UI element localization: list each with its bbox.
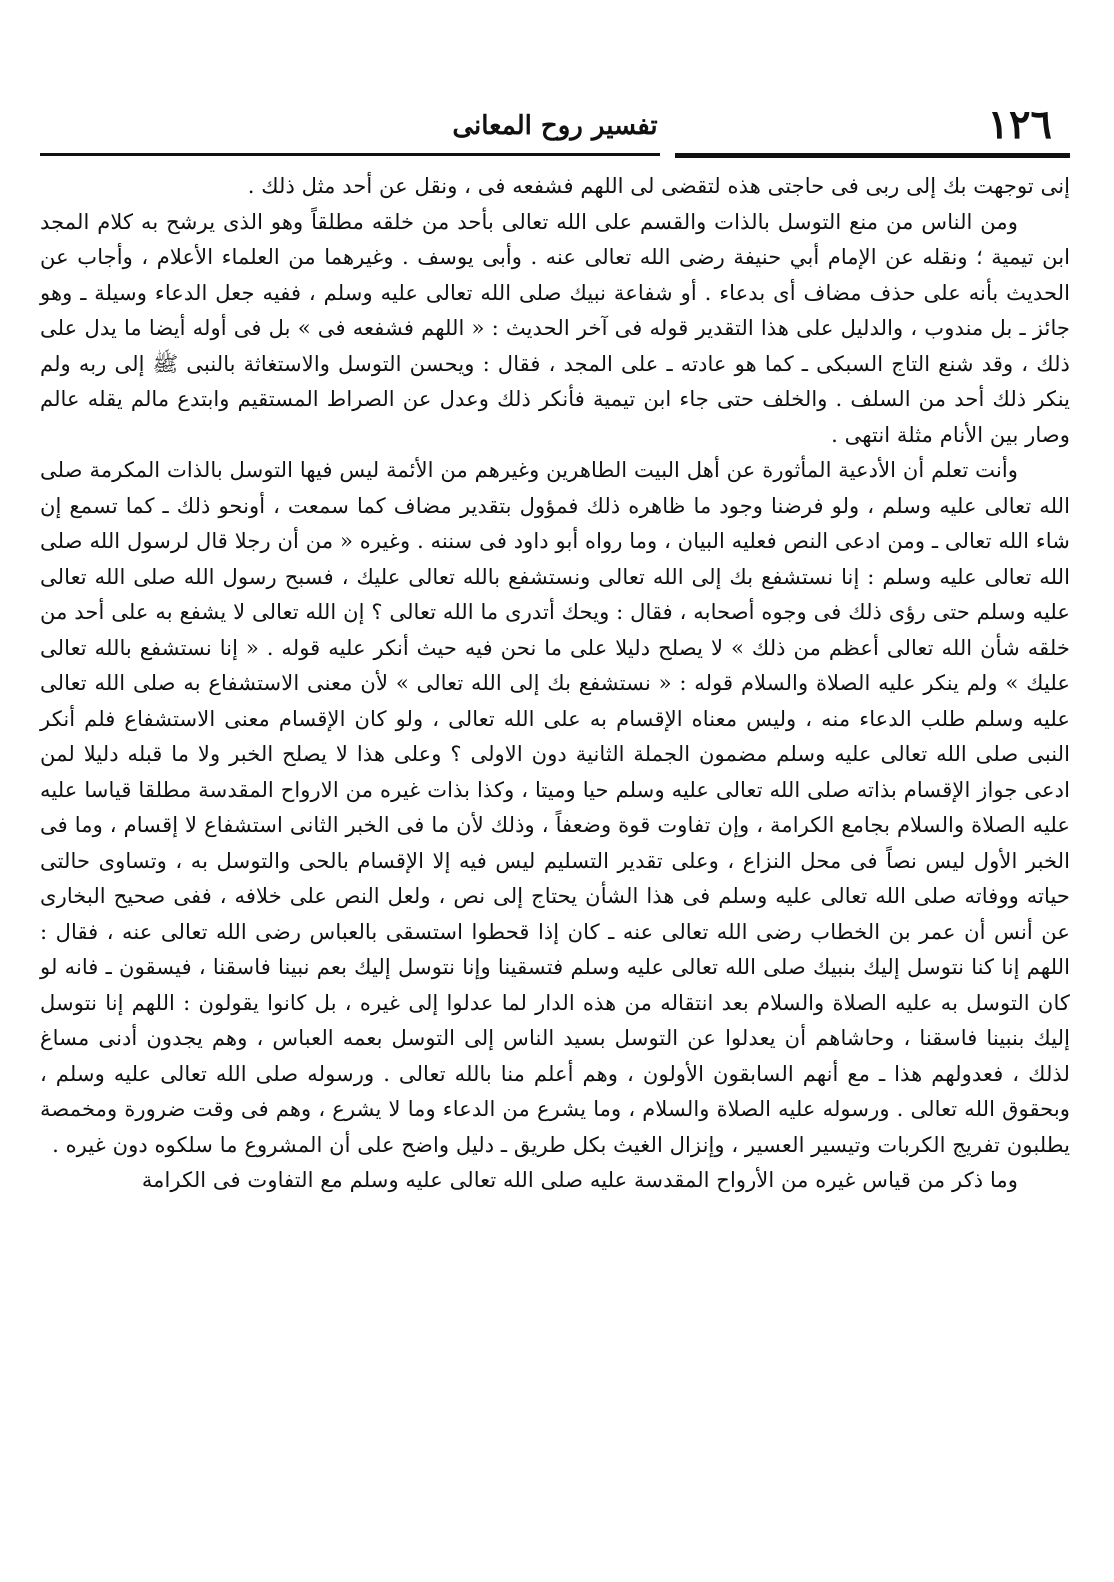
paragraph: ومن الناس من منع التوسل بالذات والقسم على الله تعالى بأحد من خلقه مطلقاً وهو الذى يرشح به كلام المجد ابن تيمية ؛ ونقله عن الإمام أبي حنيفة رضى الله تعالى عنه . وأبى يوسف . وغيرهما من العلماء الأعلام ، وأجاب عن الحديث بأنه على حذف مضاف أى بدعاء . أو شفاعة نبيك صلى الله تعالى عليه وسلم ، ففيه جعل الدعاء وسيلة ـ وهو جائز ـ بل مندوب ، والدليل على هذا التقدير قوله فى آخر الحديث : « اللهم فشفعه فى » بل فى أوله أيضا ما يدل على ذلك ، وقد شنع التاج السبكى ـ كما هو عادته ـ على المجد ، فقال : ويحسن التوسل والاستغاثة بالنبى ﷺ إلى ربه ولم ينكر ذلك أحد من السلف . والخلف حتى جاء ابن تيمية فأنكر ذلك وعدل عن الصراط المستقيم وابتدع مالم يقله عالم وصار بين الأنام مثلة انتهى . [40, 208, 1070, 447]
header-rule [40, 153, 1070, 159]
running-title: تفسير روح المعانى [452, 111, 658, 141]
header-rule-left [40, 153, 660, 156]
body-text [40, 168, 1070, 1198]
paragraph: وما ذكر من قياس غيره من الأرواح المقدسة عليه صلى الله تعالى عليه وسلم مع التفاوت فى الكرامة [141, 1167, 1018, 1192]
paragraph: إنى توجهت بك إلى ربى فى حاجتى هذه لتقضى لى اللهم فشفعه فى ، ونقل عن أحد مثل ذلك . [247, 173, 1070, 198]
header-rule-right [675, 153, 1070, 158]
paragraph: وأنت تعلم أن الأدعية المأثورة عن أهل البيت الطاهرين وغيرهم من الأئمة ليس فيها التوسل بالذات المكرمة صلى الله تعالى عليه وسلم ، ولو فرضنا وجود ما ظاهره ذلك فمؤول بتقدير مضاف كما سمعت ، أونحو ذلك ـ كما تسمع إن شاء الله تعالى ـ ومن ادعى النص فعليه البيان ، وما رواه أبو داود فى سننه . وغيره « من أن رجلا قال لرسول الله صلى الله تعالى عليه وسلم : إنا نستشفع بك إلى الله تعالى ونستشفع بالله تعالى عليك ، فسبح رسول الله صلى الله تعالى عليه وسلم حتى رؤى ذلك فى وجوه أصحابه ، فقال : ويحك أتدرى ما الله تعالى ؟ إن الله تعالى لا يشفع به على أحد من خلقه شأن الله تعالى أعظم من ذلك » لا يصلح دليلا على ما نحن فيه حيث أنكر عليه قوله . « إنا نستشفع بالله تعالى عليك » ولم ينكر عليه الصلاة والسلام قوله : « نستشفع بك إلى الله تعالى » لأن معنى الاستشفاع به صلى الله تعالى عليه وسلم طلب الدعاء منه ، وليس معناه الإقسام به على الله تعالى ، ولو كان الإقسام معنى الاستشفاع فلم أنكر النبى صلى الله تعالى عليه وسلم مضمون الجملة الثانية دون الاولى ؟ وعلى هذا لا يصلح الخبر ولا ما قبله دليلا لمن ادعى جواز الإقسام بذاته صلى الله تعالى عليه وسلم حيا وميتا ، وكذا بذات غيره من الارواح المقدسة مطلقا قياسا عليه عليه الصلاة والسلام بجامع الكرامة ، وإن تفاوت قوة وضعفاً ، وذلك لأن ما فى الخبر الثانى استشفاع لا إقسام ، وما فى الخبر الأول ليس نصاً فى محل النزاع ، وعلى تقدير التسليم ليس فيه إلا الإقسام بالحى والتوسل به ، وتساوى حالتى حياته ووفاته صلى الله تعالى عليه وسلم فى هذا الشأن يحتاج إلى نص ، ولعل النص على خلافه ، ففى صحيح البخارى عن أنس أن عمر بن الخطاب رضى الله تعالى عنه ـ كان إذا قحطوا استسقى بالعباس رضى الله تعالى عنه ، فقال : اللهم إنا كنا نتوسل إليك بنبيك صلى الله تعالى عليه وسلم فتسقينا وإنا نتوسل إليك بعم نبينا فاسقنا ، فيسقون ـ فانه لو كان التوسل به عليه الصلاة والسلام بعد انتقاله من هذه الدار لما عدلوا إلى غيره ، بل كانوا يقولون : اللهم إنا نتوسل إليك بنبينا فاسقنا ، وحاشاهم أن يعدلوا عن التوسل بسيد الناس إلى التوسل بعمه العباس ، وهم يجدون أدنى مساغ لذلك ، فعدولهم هذا ـ مع أنهم السابقون الأولون ، وهم أعلم منا بالله تعالى . ورسوله صلى الله تعالى عليه وسلم ، وبحقوق الله تعالى . ورسوله عليه الصلاة والسلام ، وما يشرع من الدعاء وما لا يشرع ، وهم فى وقت ضرورة ومخمصة يطلبون تفريج الكربات وتيسير العسير ، وإنزال الغيث بكل طريق ـ دليل واضح على أن المشروع ما سلكوه دون غيره . [40, 457, 1070, 1157]
page-number: ١٢٦ [987, 101, 1052, 148]
page-header [40, 100, 1070, 150]
